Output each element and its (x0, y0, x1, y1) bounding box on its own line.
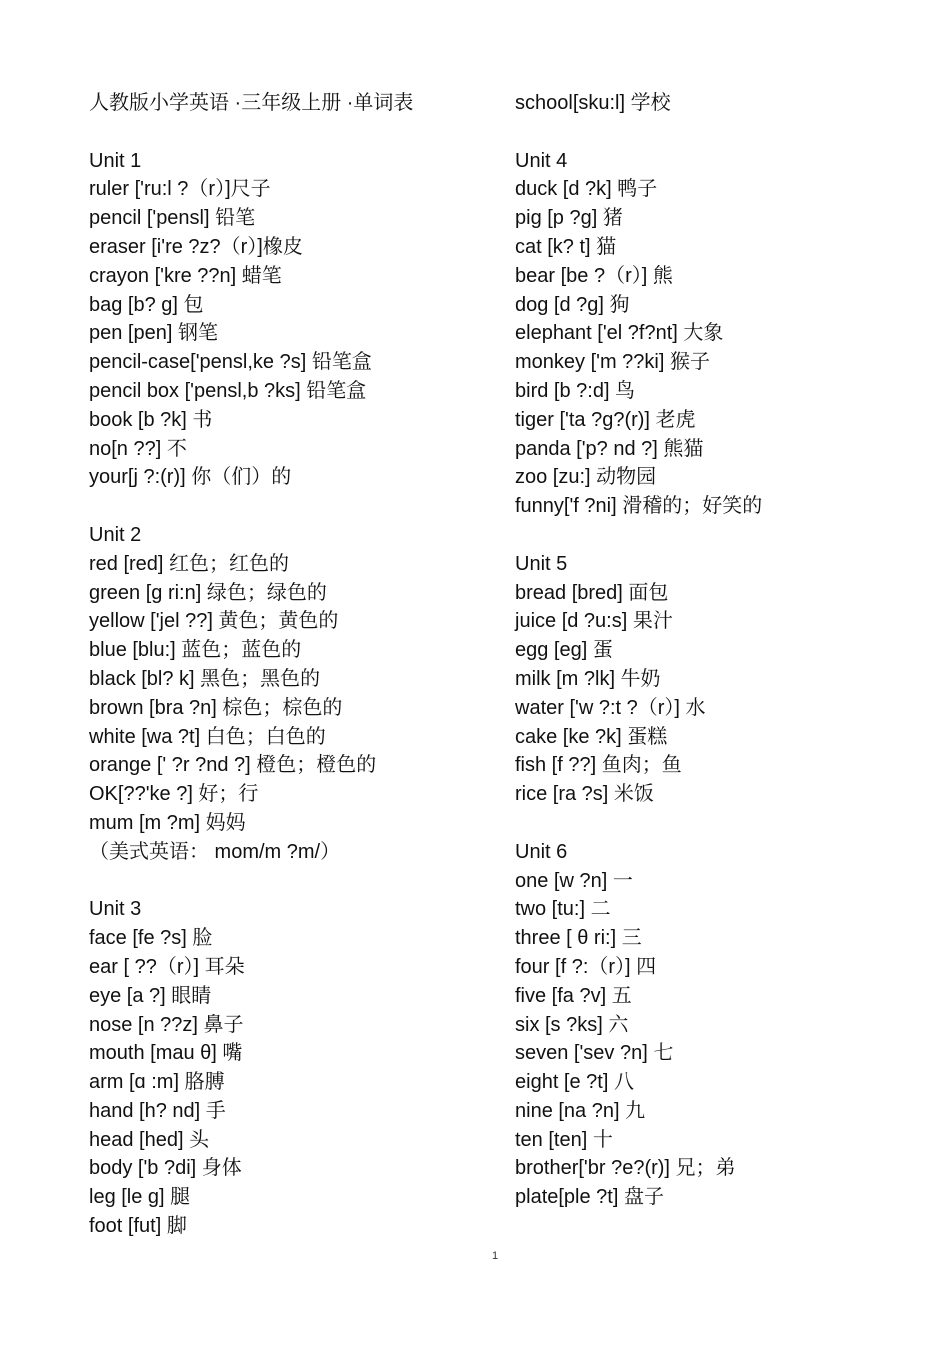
vocab-entry: cake [ke ?k] 蛋糕 (515, 725, 668, 748)
section-heading: Unit 1 (89, 149, 142, 172)
vocab-entry: egg [eg] 蛋 (515, 639, 613, 662)
vocab-entry: milk [m ?lk] 牛奶 (515, 667, 661, 690)
vocab-entry: OK[??'ke ?] 好；行 (89, 783, 259, 806)
vocab-entry: crayon ['kre ??n] 蜡笔 (89, 264, 282, 287)
vocab-entry: juice [d ?u:s] 果汁 (515, 610, 673, 633)
vocab-entry: duck [d ?k] 鸭子 (515, 178, 658, 201)
vocab-entry: pencil box ['pensl,b ?ks] 铅笔盒 (89, 379, 367, 402)
vocab-entry: five [fa ?v] 五 (515, 984, 632, 1007)
vocab-entry: elephant ['el ?f?nt] 大象 (515, 322, 724, 345)
vocab-entry: funny['f ?ni] 滑稽的；好笑的 (515, 495, 763, 518)
vocab-entry: pencil ['pensl] 铅笔 (89, 207, 256, 230)
vocab-entry: orange [' ?r ?nd ?] 橙色；橙色的 (89, 754, 377, 777)
section-heading: Unit 6 (515, 840, 568, 863)
vocab-entry: bag [b? ɡ] 包 (89, 293, 204, 316)
vocab-entry: four [f ?:（r）] 四 (515, 955, 657, 978)
vocab-entry: panda ['p? nd ?] 熊猫 (515, 437, 704, 460)
page-number: 1 (491, 1250, 499, 1262)
section-heading: Unit 5 (515, 552, 568, 575)
vocab-entry: dog [d ?ɡ] 狗 (515, 293, 630, 316)
vocab-entry: eraser [i're ?z?（r）]橡皮 (89, 235, 303, 258)
vocab-entry: face [fe ?s] 脸 (89, 927, 213, 950)
vocab-entry: black [bl? k] 黑色；黑色的 (89, 667, 321, 690)
blank-line (515, 521, 935, 550)
vocab-entry: cat [k? t] 猫 (515, 235, 617, 258)
vocab-entry: six [s ?ks] 六 (515, 1013, 629, 1036)
vocab-entry: foot [fut] 脚 (89, 1215, 187, 1238)
vocab-entry: nose [n ??z] 鼻子 (89, 1013, 244, 1036)
vocab-entry: green [ɡ ri:n] 绿色；绿色的 (89, 581, 327, 604)
vocab-entry: mum [m ?m] 妈妈 (89, 811, 246, 834)
vocab-entry: red [red] 红色；红色的 (89, 552, 290, 575)
vocab-entry: tiger ['ta ?g?(r)] 老虎 (515, 408, 696, 431)
vocab-entry: bear [be ?（r）] 熊 (515, 264, 673, 287)
vocab-entry: ruler ['ru:l ?（r）]尺子 (89, 178, 271, 201)
vocab-entry: zoo [zu:] 动物园 (515, 466, 657, 489)
vocab-entry: pencil-case['pensl,ke ?s] 铅笔盒 (89, 351, 372, 374)
vocab-entry: nine [na ?n] 九 (515, 1099, 646, 1122)
vocab-entry: seven ['sev ?n] 七 (515, 1042, 674, 1065)
blank-line (89, 867, 489, 896)
vocab-entry: one [w ?n] 一 (515, 869, 633, 892)
blank-line (515, 809, 935, 838)
vocab-entry: body ['b ?di] 身体 (89, 1157, 242, 1180)
vocab-entry: eye [a ?] 眼睛 (89, 984, 212, 1007)
vocab-entry: two [tu:] 二 (515, 898, 611, 921)
vocab-entry: brown [bra ?n] 棕色；棕色的 (89, 696, 343, 719)
vocab-entry: arm [ɑ :m] 胳膊 (89, 1071, 225, 1094)
vocab-entry: fish [f ??] 鱼肉；鱼 (515, 754, 682, 777)
left-column (89, 89, 489, 1241)
section-heading: 人教版小学英语 ·三年级上册 ·单词表 (89, 92, 414, 114)
vocab-entry: water ['w ?:t ?（r）] 水 (515, 696, 706, 719)
section-heading: Unit 2 (89, 523, 142, 546)
vocab-entry: rice [ra ?s] 米饭 (515, 783, 654, 806)
vocab-entry: no[n ??] 不 (89, 437, 187, 460)
vocab-entry: three [ θ ri:] 三 (515, 927, 642, 950)
blank-line (515, 118, 935, 147)
section-heading: Unit 3 (89, 898, 142, 921)
vocab-entry: blue [blu:] 蓝色；蓝色的 (89, 639, 302, 662)
vocab-entry: ten [ten] 十 (515, 1128, 613, 1151)
vocab-entry: white [wa ?t] 白色；白色的 (89, 725, 326, 748)
vocab-entry: bird [b ?:d] 鸟 (515, 379, 636, 402)
vocab-entry: monkey ['m ??ki] 猴子 (515, 351, 710, 374)
vocab-entry: mouth [mau θ] 嘴 (89, 1042, 243, 1065)
right-column (515, 89, 935, 1212)
section-heading: school[sku:l] 学校 (515, 92, 671, 114)
blank-line (89, 492, 489, 521)
vocab-entry: leg [le ɡ] 腿 (89, 1186, 191, 1209)
vocab-entry: bread [bred] 面包 (515, 581, 669, 604)
vocab-entry: eight [e ?t] 八 (515, 1071, 634, 1094)
vocab-entry: brother['br ?e?(r)] 兄；弟 (515, 1157, 736, 1180)
vocab-entry: book [b ?k] 书 (89, 408, 213, 431)
vocab-entry: head [hed] 头 (89, 1128, 210, 1151)
section-heading: Unit 4 (515, 149, 568, 172)
vocab-entry: hand [h? nd] 手 (89, 1099, 226, 1122)
vocab-entry: pen [pen] 钢笔 (89, 322, 218, 345)
vocab-entry: plate[ple ?t] 盘子 (515, 1186, 664, 1209)
vocab-entry: yellow ['jel ??] 黄色；黄色的 (89, 610, 339, 633)
vocab-entry: your[j ?:(r)] 你（们）的 (89, 466, 292, 489)
vocab-entry: （美式英语： mom/m ?m/） (89, 840, 341, 863)
blank-line (89, 118, 489, 147)
vocab-entry: pig [p ?ɡ] 猪 (515, 207, 623, 230)
vocab-entry: ear [ ??（r）] 耳朵 (89, 955, 245, 978)
